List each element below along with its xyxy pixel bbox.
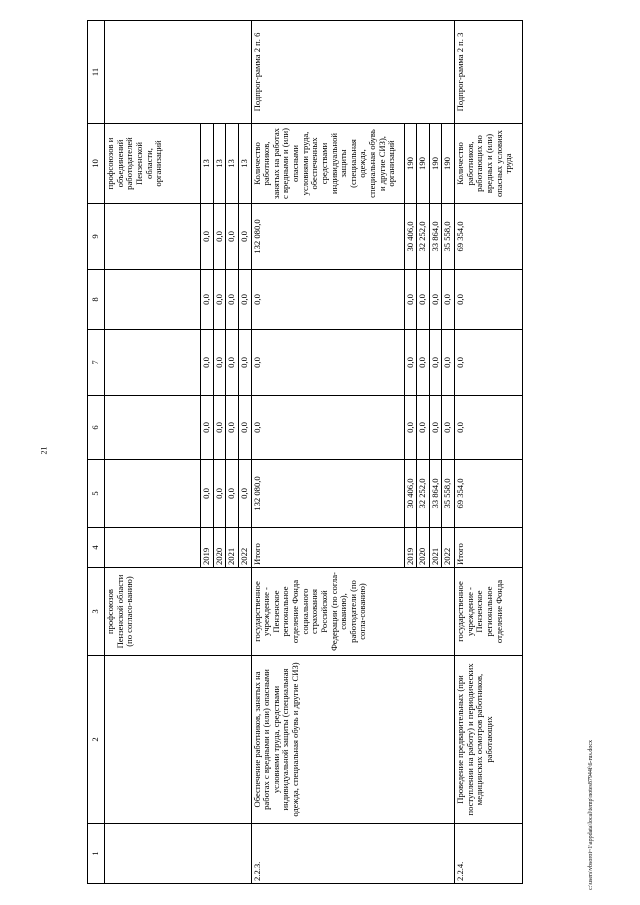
executor-cell: государственное учреждение - Пензенское региональное отделение Фонда социального страхования Российской Федерации (по согла-сованию), работодатели (по согла-сованию)	[251, 568, 455, 656]
value-cell: 0,0	[417, 270, 430, 330]
value-cell: 190	[417, 124, 430, 204]
item-number-cell: 2.2.4.	[455, 824, 523, 884]
table-row	[105, 21, 201, 884]
value-cell: 0,0	[238, 460, 251, 528]
value-cell: 0,0	[404, 396, 417, 460]
value-cell: 0,0	[404, 330, 417, 396]
value-cell: 0,0	[442, 330, 455, 396]
file-path-footer: c:\users\vbsoroi~1\appdata\local\temp\notes87944f\6-rus.docx	[588, 739, 594, 890]
column-header: 11	[88, 21, 105, 124]
total-value-cell: 69 354,0	[455, 460, 523, 528]
column-header: 9	[88, 204, 105, 270]
value-cell: 190	[442, 124, 455, 204]
item-row-2-2-3	[251, 21, 404, 884]
value-cell: 32 252,0	[417, 204, 430, 270]
value-cell: 0,0	[201, 330, 214, 396]
column-header: 5	[88, 460, 105, 528]
column-header: 1	[88, 824, 105, 884]
value-cell: 0,0	[213, 330, 226, 396]
executor-cell: государственное учреждение - Пензенское региональное отделение Фонда	[455, 568, 523, 656]
value-cell: 0,0	[213, 396, 226, 460]
column-header: 4	[88, 528, 105, 568]
empty-cell	[105, 330, 201, 396]
value-cell: 33 864,0	[429, 204, 442, 270]
value-cell: 0,0	[429, 396, 442, 460]
item-number-cell: 2.2.3.	[251, 824, 455, 884]
empty-cell	[105, 270, 201, 330]
value-cell: 13	[201, 124, 214, 204]
indicator-cell: Количество работников, занятых на работах с вредными и (или) опасными условиями труда, обеспеченных средствами индивидуальной защиты (специальная одежда, специальная обувь и другие СИЗ), организаций	[251, 124, 404, 204]
empty-cell	[105, 396, 201, 460]
value-cell: 0,0	[238, 396, 251, 460]
value-cell: 0,0	[442, 270, 455, 330]
value-cell: 0,0	[213, 270, 226, 330]
item-name-cell: Проведение предварительных (при поступлении на работу) и периодических медицинских осмотров работников, работающих	[455, 656, 523, 824]
column-header: 8	[88, 270, 105, 330]
program-cell: Подпрог-рамма 2 п. 6	[251, 21, 455, 124]
column-header: 10	[88, 124, 105, 204]
column-header-row	[88, 21, 105, 884]
total-value-cell: 132 080,0	[251, 460, 404, 528]
value-cell: 190	[429, 124, 442, 204]
value-cell: 0,0	[417, 396, 430, 460]
executor-cell: профсоюзов Пензенской области (по согласо-ванию)	[105, 568, 252, 656]
rotated-table-wrapper	[87, 21, 523, 884]
value-cell: 190	[404, 124, 417, 204]
value-cell: 0,0	[238, 270, 251, 330]
empty-cell	[105, 460, 201, 528]
program-activities-table	[87, 20, 523, 884]
indicator-cell: Количество работников, работающих во вредных и (или) опасных условиях труда	[455, 124, 523, 204]
column-header: 7	[88, 330, 105, 396]
item-row-2-2-4	[455, 21, 523, 884]
item-number-cell	[105, 824, 252, 884]
year-cell: 2022	[238, 528, 251, 568]
value-cell: 0,0	[226, 204, 239, 270]
total-label-cell: Итого	[455, 528, 523, 568]
total-value-cell: 132 080,0	[251, 204, 404, 270]
value-cell: 13	[226, 124, 239, 204]
value-cell: 0,0	[226, 396, 239, 460]
value-cell: 0,0	[226, 460, 239, 528]
value-cell: 0,0	[201, 460, 214, 528]
value-cell: 32 252,0	[417, 460, 430, 528]
total-value-cell: 0,0	[251, 270, 404, 330]
value-cell: 35 558,0	[442, 460, 455, 528]
total-value-cell: 0,0	[455, 270, 523, 330]
page-number: 21	[39, 446, 49, 455]
value-cell: 0,0	[238, 204, 251, 270]
value-cell: 0,0	[442, 396, 455, 460]
value-cell: 0,0	[417, 330, 430, 396]
column-header: 3	[88, 568, 105, 656]
value-cell: 30 406,0	[404, 204, 417, 270]
total-value-cell: 69 354,0	[455, 204, 523, 270]
year-cell: 2019	[404, 528, 417, 568]
value-cell: 0,0	[226, 330, 239, 396]
program-cell: Подпрог-рамма 2 п. 3	[455, 21, 523, 124]
item-name-cell: Обеспечение работников, занятых на работах с вредными и (или) опасными условиями труда, средствами индивидуальной защиты (специальная одежда, специальная обувь и другие СИЗ)	[251, 656, 455, 824]
year-cell: 2021	[429, 528, 442, 568]
value-cell: 33 864,0	[429, 460, 442, 528]
year-cell: 2020	[213, 528, 226, 568]
year-cell: 2021	[226, 528, 239, 568]
value-cell: 0,0	[213, 460, 226, 528]
empty-cell	[105, 528, 201, 568]
value-cell: 0,0	[201, 204, 214, 270]
program-cell	[105, 21, 252, 124]
total-value-cell: 0,0	[251, 330, 404, 396]
indicator-cell: профсоюзов и объединений работодателей Пензенской области, организаций	[105, 124, 201, 204]
year-cell: 2020	[417, 528, 430, 568]
item-name-cell	[105, 656, 252, 824]
value-cell: 0,0	[238, 330, 251, 396]
value-cell: 0,0	[201, 270, 214, 330]
value-cell: 30 406,0	[404, 460, 417, 528]
year-cell: 2022	[442, 528, 455, 568]
value-cell: 0,0	[213, 204, 226, 270]
total-value-cell: 0,0	[455, 330, 523, 396]
year-cell: 2019	[201, 528, 214, 568]
value-cell: 0,0	[226, 270, 239, 330]
column-header: 2	[88, 656, 105, 824]
value-cell: 0,0	[201, 396, 214, 460]
value-cell: 13	[213, 124, 226, 204]
value-cell: 0,0	[404, 270, 417, 330]
value-cell: 0,0	[429, 330, 442, 396]
column-header: 6	[88, 396, 105, 460]
value-cell: 13	[238, 124, 251, 204]
value-cell: 35 558,0	[442, 204, 455, 270]
total-value-cell: 0,0	[251, 396, 404, 460]
total-label-cell: Итого	[251, 528, 404, 568]
empty-cell	[105, 204, 201, 270]
total-value-cell: 0,0	[455, 396, 523, 460]
value-cell: 0,0	[429, 270, 442, 330]
